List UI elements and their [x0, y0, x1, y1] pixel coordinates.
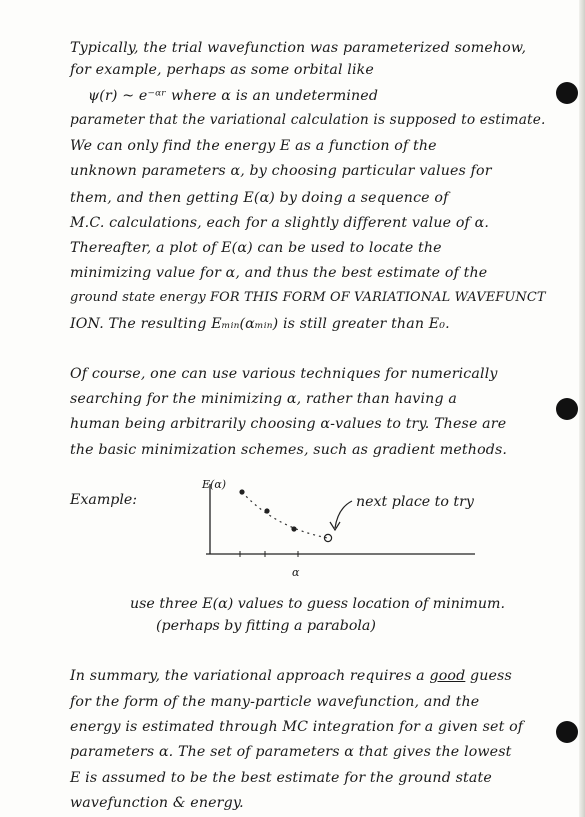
text-line: the basic minimization schemes, such as gradient methods.	[70, 442, 508, 458]
text-line: human being arbitrarily choosing α-values to try. These are	[70, 416, 507, 432]
text-line: ION. The resulting Eₘᵢₙ(αₘᵢₙ) is still greater than E₀.	[70, 316, 450, 332]
page-edge	[579, 0, 585, 817]
binder-hole-bottom	[556, 721, 578, 743]
text-line: minimizing value for α, and thus the best estimate of the	[70, 265, 488, 281]
text-line: wavefunction & energy.	[70, 795, 244, 811]
example-label: Example:	[70, 492, 138, 508]
text-span: guess	[465, 668, 512, 684]
text-line: M.C. calculations, each for a slightly different value of α.	[70, 215, 489, 231]
text-line: for example, perhaps as some orbital like	[70, 62, 374, 78]
text-line: parameter that the variational calculation is supposed to estimate.	[70, 112, 546, 128]
text-line: energy is estimated through MC integration for a given set of	[70, 719, 524, 735]
figure-caption: (perhaps by fitting a parabola)	[156, 618, 376, 634]
text-line: ground state energy FOR THIS FORM OF VARIATIONAL WAVEFUNCT	[70, 290, 546, 305]
sample-point	[291, 526, 296, 531]
figure-caption: use three E(α) values to guess location of minimum.	[130, 596, 505, 612]
minimization-sketch	[70, 476, 510, 598]
text-line: for the form of the many-particle wavefunction, and the	[70, 694, 480, 710]
text-line: searching for the minimizing α, rather than having a	[70, 391, 457, 407]
text-line: We can only find the energy E as a function of the	[70, 138, 437, 154]
y-axis-label: E(α)	[202, 478, 227, 491]
text-line: unknown parameters α, by choosing particular values for	[70, 163, 492, 179]
binder-hole-top	[556, 82, 578, 104]
text-line: Typically, the trial wavefunction was parameterized somehow,	[70, 40, 527, 56]
text-line	[70, 668, 512, 684]
text-line: E is assumed to be the best estimate for the ground state	[70, 770, 492, 786]
text-line: them, and then getting E(α) by doing a sequence of	[70, 190, 449, 206]
text-line: parameters α. The set of parameters α that gives the lowest	[70, 744, 512, 760]
pointer-arrow	[335, 501, 352, 528]
x-axis-label: α	[292, 566, 300, 579]
text-line: ψ(r) ~ e⁻ᵅʳ where α is an undetermined	[88, 88, 379, 104]
sampled-curve	[242, 492, 328, 538]
binder-hole-middle	[556, 398, 578, 420]
sample-point	[239, 489, 244, 494]
text-line: Of course, one can use various techniques for numerically	[70, 366, 498, 382]
sample-point	[264, 508, 269, 513]
text-line: Thereafter, a plot of E(α) can be used to locate the	[70, 240, 442, 256]
annotation: next place to try	[356, 494, 474, 510]
underlined-word: good	[429, 668, 466, 684]
text-span: In summary, the variational approach requires a	[70, 668, 430, 684]
